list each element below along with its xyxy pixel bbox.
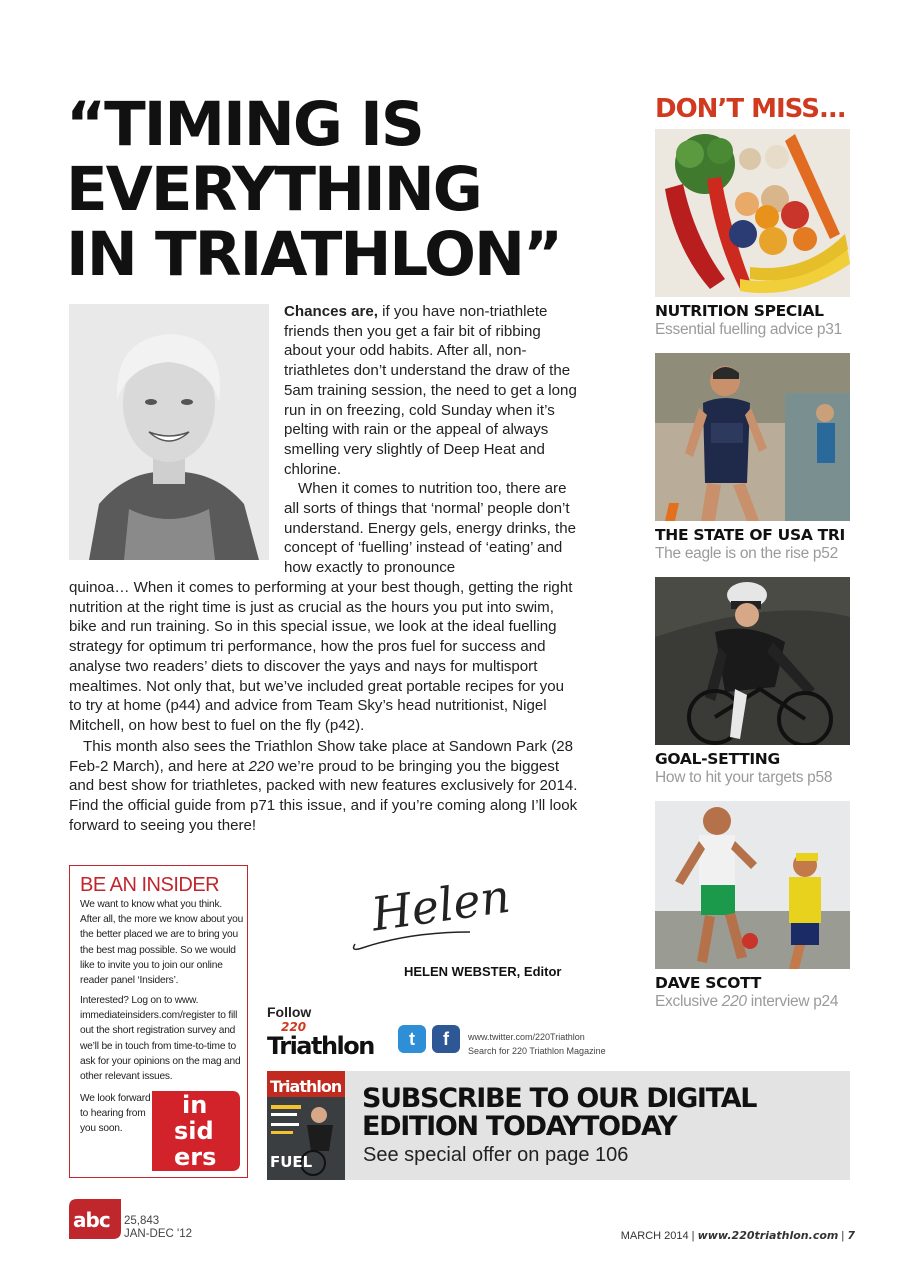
insiders-logo-line-1: in: [182, 1091, 208, 1119]
abc-logo: [69, 1199, 121, 1239]
insiders-logo-line-2: sid: [174, 1117, 214, 1145]
page-number: 7: [847, 1229, 855, 1242]
page-footer: [621, 1229, 855, 1242]
twitter-icon[interactable]: t: [398, 1025, 426, 1053]
follow-label: Follow: [267, 1004, 312, 1020]
signature-text: Helen: [368, 868, 514, 942]
footer-date: MARCH 2014: [620, 1230, 689, 1242]
sidebar-sub-usa-tri: The eagle is on the rise p52: [655, 545, 838, 562]
article-p3-b: we’re proud to be bringing you the biggest and best show for triathletes, packed with new features exclusively for 2014. Find the official guide from p71 this issue, and if you’re coming along I’ll look forward to seeing you there!: [69, 757, 578, 834]
footer-divider-2: |: [841, 1230, 848, 1242]
sidebar-title-dave-scott[interactable]: DAVE SCOTT: [655, 974, 762, 992]
usa-tri-photo[interactable]: [655, 353, 850, 521]
editor-signature: [340, 852, 520, 962]
article-lead: Chances are,: [284, 303, 378, 320]
circulation-period: JAN-DEC '12: [124, 1228, 193, 1240]
article-p3-a: This month also sees the Triathlon Show take place at Sandown Park (28 Feb-2 March), and here at: [69, 738, 573, 775]
insider-text-1: We want to know what you think. After all, the more we know about you the better placed we are to bring you the best mag possible. So we would like to invite you to join our online reader panel ‘Insiders’.: [80, 899, 244, 987]
insider-text-3: We look forward to hearing from you soon.: [80, 1093, 151, 1135]
sidebar-title-goal-setting[interactable]: GOAL-SETTING: [655, 750, 780, 768]
insider-text-2: Interested? Log on to www. immediateinsiders.com/register to fill out the short registration survey and we’ll be in touch from time-to-time to ask for your opinions on the mag and other relevant issues.: [80, 995, 241, 1083]
insiders-logo-line-3: ers: [174, 1143, 217, 1171]
cover-title: Triathlon: [270, 1077, 342, 1096]
article-p2-top: When it comes to nutrition too, there are all sorts of things that ‘normal’ people don’t understand. Energy gels, energy drinks, the concept of ‘fuelling’ instead of ‘eating’ and how exactly to pronounce: [284, 480, 576, 577]
circulation-figure: [124, 1215, 192, 1241]
magazine-cover[interactable]: [267, 1071, 345, 1180]
insider-title: BE AN INSIDER: [80, 874, 220, 896]
brand-number: 220: [281, 1020, 307, 1034]
footer-site[interactable]: www.220triathlon.com: [697, 1229, 839, 1242]
insiders-logo[interactable]: [152, 1091, 240, 1171]
headline-line-1: “TIMING IS: [66, 89, 423, 160]
triathlon-brand-logo[interactable]: [267, 1020, 389, 1058]
editor-credit: HELEN WEBSTER, Editor: [404, 964, 562, 979]
headline-line-3: IN TRIATHLON”: [66, 219, 562, 290]
sidebar-title-nutrition[interactable]: NUTRITION SPECIAL: [655, 302, 824, 320]
sidebar-sub-dave-scott-em: 220: [721, 993, 747, 1010]
headline-line-2: EVERYTHING: [66, 154, 481, 225]
sidebar-sub-dave-scott-b: interview p24: [746, 993, 839, 1010]
sidebar-sub-goal-setting: How to hit your targets p58: [655, 769, 833, 786]
dont-miss-heading: DON’T MISS...: [655, 94, 846, 124]
goal-setting-photo[interactable]: [655, 577, 850, 745]
footer-divider: |: [691, 1230, 698, 1242]
twitter-link[interactable]: www.twitter.com/220Triathlon: [468, 1032, 585, 1042]
dave-scott-photo[interactable]: [655, 801, 850, 969]
sidebar-sub-nutrition: Essential fuelling advice p31: [655, 321, 842, 338]
facebook-icon[interactable]: f: [432, 1025, 460, 1053]
subscribe-heading-line-1: SUBSCRIBE TO OUR DIGITAL: [362, 1083, 757, 1114]
abc-logo-text: abc: [73, 1208, 110, 1232]
article-p3-em: 220: [248, 757, 274, 775]
sidebar-title-usa-tri[interactable]: THE STATE OF USA TRI: [655, 526, 845, 544]
nutrition-photo[interactable]: [655, 129, 850, 297]
article-paragraph-2: quinoa… When it comes to performing at your best though, getting the right nutrition at the right time is just as crucial as the hours you put into swim, bike and run training. So in this special issue, we look at the ideal fuelling strategy for optimum tri performance, how the pros fuel for success and analyse two readers’ diets to discover the yays and nays for multisport mealtimes. Not only that, but we’ve included great portable recipes for you to try at home (p44) and advice from Team Sky’s head nutritionist, Nigel Mitchell, on how best to fuel on the fly (p42).: [69, 579, 573, 734]
sidebar-sub-dave-scott: [655, 993, 838, 1011]
article-paragraph-3: [69, 737, 580, 836]
facebook-link[interactable]: Search for 220 Triathlon Magazine: [468, 1046, 606, 1056]
cover-fuel: FUEL: [270, 1153, 313, 1171]
article-p1-text: if you have non-triathlete friends then you get a fair bit of ribbing about your odd habits. After all, non-triathletes don’t understand the draw of the 5am training session, the need to get a long run in on freezing, cold Sunday when it’s pelting with rain or the appeal of always smelling very slightly of Deep Heat and chlorine.: [284, 303, 577, 478]
subscribe-heading[interactable]: [362, 1085, 832, 1141]
article-paragraph-1: [284, 302, 580, 578]
headline: [66, 89, 626, 290]
subscribe-heading-line-2: EDITION TODAYTODAY: [362, 1111, 677, 1142]
subscribe-offer[interactable]: See special offer on page 106: [363, 1144, 629, 1166]
sidebar-sub-dave-scott-a: Exclusive: [655, 993, 722, 1010]
circulation-number: 25,843: [124, 1215, 160, 1227]
brand-name: Triathlon: [267, 1032, 374, 1058]
insider-box: [69, 865, 248, 1178]
editor-portrait: [69, 304, 269, 560]
